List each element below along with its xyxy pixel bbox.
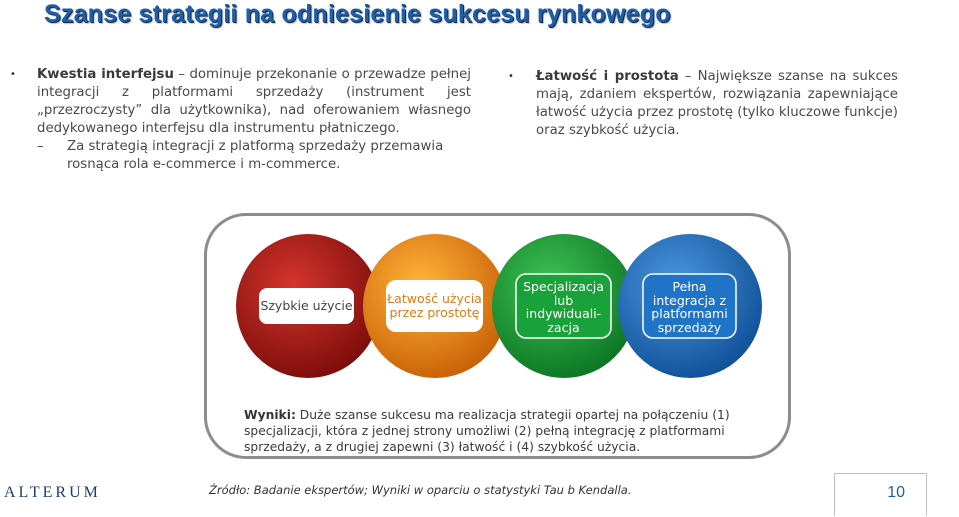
left-lead: Kwestia interfejsu <box>37 67 174 82</box>
bullet-icon: • <box>508 71 514 82</box>
left-text: – dominuje przekonanie o przewadze pełnej integracji z platformami sprzedaży (instrument jest „przezroczysty” dla użytkownika), nad oferowaniem własnego dedykowanego interfejsu dla instrumentu płatniczego. <box>37 67 471 136</box>
right-lead: Łatwość i prostota <box>536 69 679 84</box>
source-note: Źródło: Badanie ekspertów; Wyniki w oparciu o statystyki Tau b Kendalla. <box>209 483 632 497</box>
summary-text: Duże szanse sukcesu ma realizacja strategii opartej na połączeniu (1) specjalizacji, która z jednej strony umożliwi (2) pełną integrację z platformami sprzedaży, a z drugiej zapewni (3) łatwość i (4) szybkość użycia. <box>244 408 730 454</box>
circle-label-1: Szybkie użycie <box>260 298 353 313</box>
circle-label-2: Łatwość użycia przez prostotę <box>387 291 482 320</box>
left-sub-text: Za strategią integracji z platformą sprzedaży przemawia rosnąca rola e-commerce i m-commerce. <box>67 139 444 172</box>
dash-icon: – <box>37 139 44 154</box>
right-text: – Największe szanse na sukces mają, zdaniem ekspertów, rozwiązania zapewniające łatwość użycia przez prostotę (tylko kluczowe funkcje) oraz szybkość użycia. <box>536 69 898 138</box>
circle-label-3: Specjalizacja lub indywiduali-zacja <box>523 279 604 335</box>
bullet-icon: • <box>10 69 16 80</box>
alterum-logo: ALTERUM <box>4 484 101 501</box>
slide-title: Szanse strategii na odniesienie sukcesu rynkowego <box>44 0 671 28</box>
results-summary <box>244 407 752 455</box>
summary-lead: Wyniki: <box>244 408 296 422</box>
page-number: 10 <box>887 484 905 501</box>
circle-label-4: Pełna integracja z platformami sprzedaży <box>651 279 728 335</box>
